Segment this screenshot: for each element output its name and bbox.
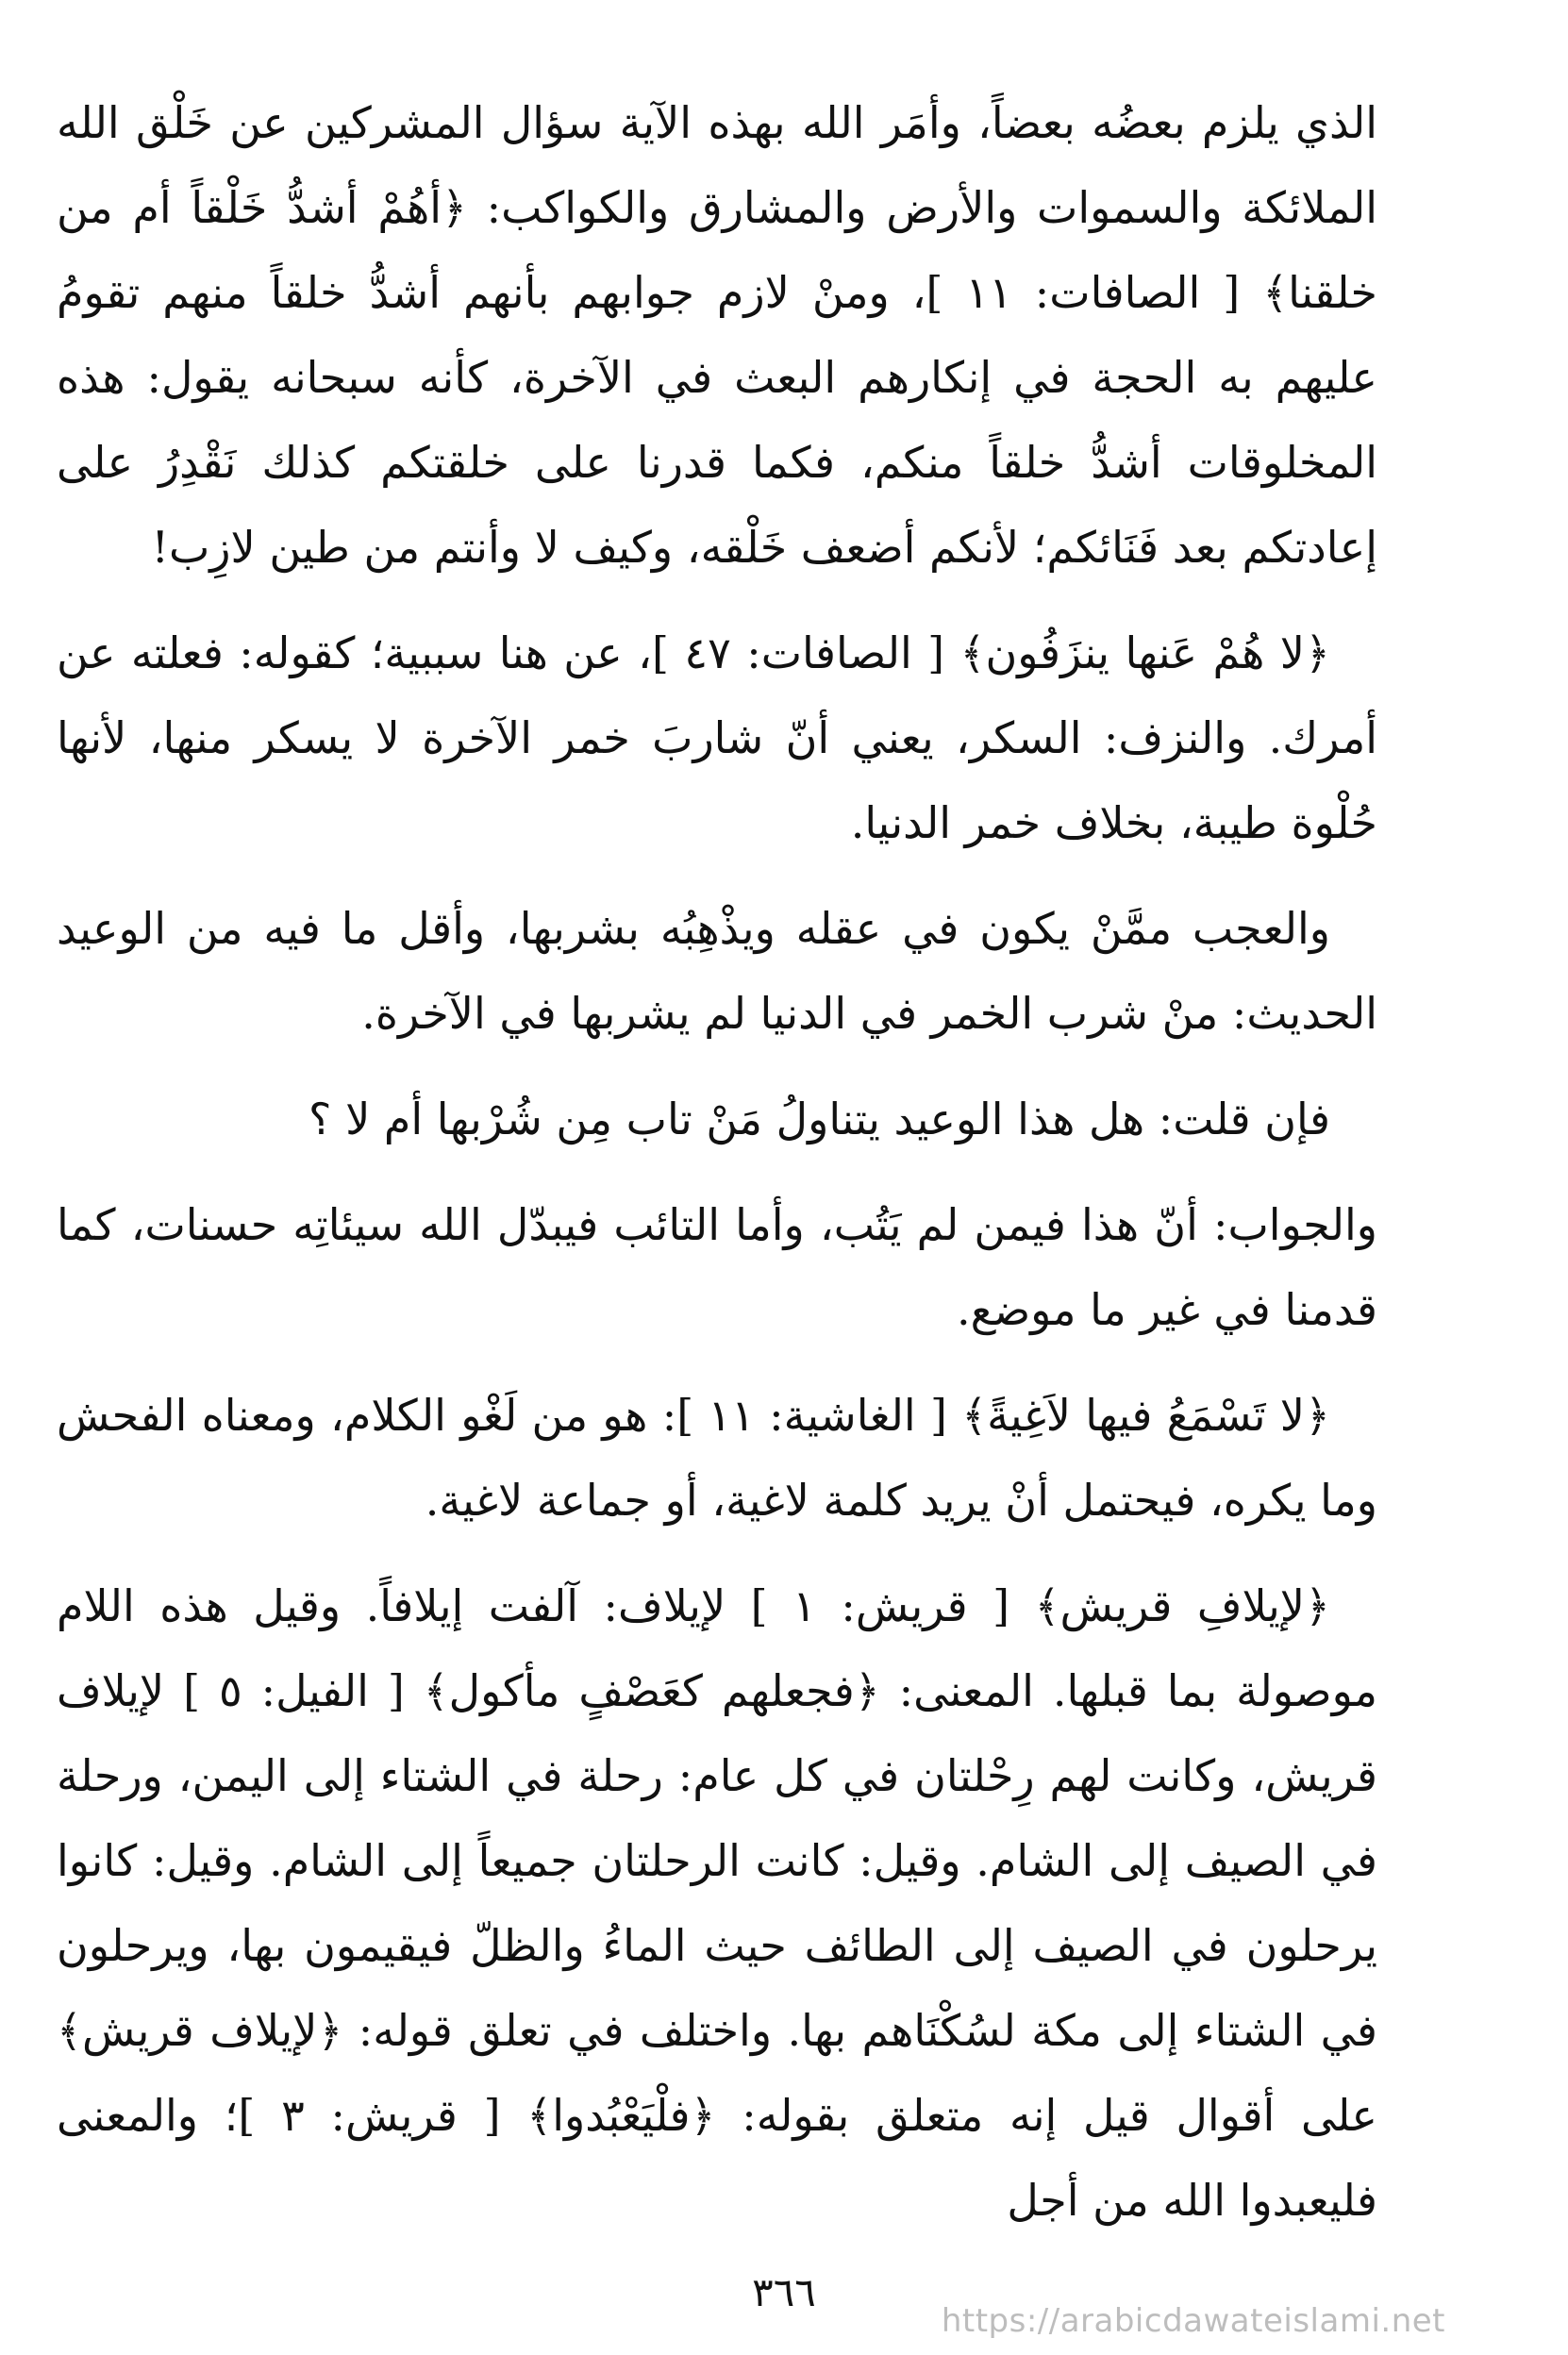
body-text xyxy=(57,80,1377,2263)
paragraph-6: ﴿لا تَسْمَعُ فيها لاَغِيةً﴾ [ الغاشية: ١١ ]: هو من لَغْو الكلام، ومعناه الفحش وما يكره، فيحتمل أنْ يريد كلمة لاغية، أو جماعة لاغية. xyxy=(57,1390,1377,1526)
paragraph-2: ﴿لا هُمْ عَنها ينزَفُون﴾ [ الصافات: ٤٧ ]، عن هنا سببية؛ كقوله: فعلته عن أمرك. والنزف: السكر، يعني أنّ شاربَ خمر الآخرة لا يسكر منها، لأنها حُلْوة طيبة، بخلاف خمر الدنيا. xyxy=(57,627,1377,848)
page-number: ٣٦٦ xyxy=(752,2269,816,2315)
paragraph-4: فإن قلت: هل هذا الوعيد يتناولُ مَنْ تاب مِن شُرْبها أم لا ؟ xyxy=(309,1094,1330,1144)
paragraph-1: الذي يلزم بعضُه بعضاً، وأمَر الله بهذه الآية سؤال المشركين عن خَلْق الله الملائكة والسموات والأرض والمشارق والكواكب: ﴿أهُمْ أشدُّ خَلْقاً أم من خلقنا﴾ [ الصافات: ١١ ]، ومنْ لازم جوابهم بأنهم أشدُّ خلقاً منهم تقومُ عليهم به الحجة في إنكارهم البعث في الآخرة، كأنه سبحانه يقول: هذه المخلوقات أشدُّ خلقاً منكم، فكما قدرنا على خلقتكم كذلك نَقْدِرُ على إعادتكم بعد فَنَائكم؛ لأنكم أضعف خَلْقه، وكيف لا وأنتم من طين لازِب! xyxy=(57,97,1377,573)
paragraph-3: والعجب ممَّنْ يكون في عقله ويذْهِبُه بشربها، وأقل ما فيه من الوعيد الحديث: منْ شرب الخمر في الدنيا لم يشربها في الآخرة. xyxy=(57,903,1377,1039)
paragraph-7: ﴿لإيلافِ قريش﴾ [ قريش: ١ ] لإيلاف: آلفت إيلافاً. وقيل هذه اللام موصولة بما قبلها. المعنى: ﴿فجعلهم كعَصْفٍ مأكول﴾ [ الفيل: ٥ ] لإيلاف قريش، وكانت لهم رِحْلتان في كل عام: رحلة في الشتاء إلى اليمن، ورحلة في الصيف إلى الشام. وقيل: كانت الرحلتان جميعاً إلى الشام. وقيل: كانوا يرحلون في الصيف إلى الطائف حيث الماءُ والظلّ فيقيمون بها، ويرحلون في الشتاء إلى مكة لسُكْنَاهم بها. واختلف في تعلق قوله: ﴿لإيلاف قريش﴾ على أقوال قيل إنه متعلق بقوله: ﴿فلْيَعْبُدوا﴾ [ قريش: ٣ ]؛ والمعنى فليعبدوا الله من أجل xyxy=(57,1580,1377,2226)
watermark-url: https://arabicdawateislami.net xyxy=(941,2302,1445,2340)
paragraph-5: والجواب: أنّ هذا فيمن لم يَتُب، وأما التائب فيبدّل الله سيئاتِه حسنات، كما قدمنا في غير ما موضع. xyxy=(57,1199,1377,1335)
